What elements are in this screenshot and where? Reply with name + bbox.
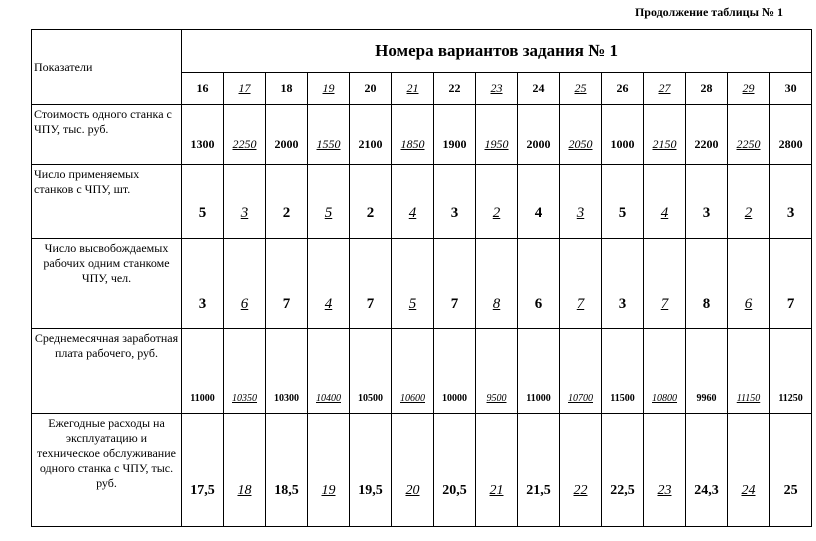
table-cell: 2250 bbox=[728, 105, 770, 165]
table-cell: 10500 bbox=[350, 329, 392, 414]
table-cell: 11000 bbox=[518, 329, 560, 414]
table-cell: 8 bbox=[476, 239, 518, 329]
table-cell: 24,3 bbox=[686, 414, 728, 527]
table-cell: 2000 bbox=[266, 105, 308, 165]
table-cell: 11000 bbox=[182, 329, 224, 414]
table-cell: 7 bbox=[770, 239, 812, 329]
variant-number: 30 bbox=[770, 73, 812, 105]
table-cell: 10800 bbox=[644, 329, 686, 414]
variant-number: 24 bbox=[518, 73, 560, 105]
table-cell: 1900 bbox=[434, 105, 476, 165]
row-label: Число высвобождаемых рабочих одним станкоме ЧПУ, чел. bbox=[32, 239, 182, 329]
table-cell: 17,5 bbox=[182, 414, 224, 527]
table-cell: 4 bbox=[644, 165, 686, 239]
table-cell: 10000 bbox=[434, 329, 476, 414]
table-cell: 2200 bbox=[686, 105, 728, 165]
table-cell: 5 bbox=[182, 165, 224, 239]
variant-number: 19 bbox=[308, 73, 350, 105]
table-cell: 20,5 bbox=[434, 414, 476, 527]
table-cell: 5 bbox=[308, 165, 350, 239]
table-cell: 2050 bbox=[560, 105, 602, 165]
table-cell: 3 bbox=[686, 165, 728, 239]
table-cell: 3 bbox=[224, 165, 266, 239]
variant-number: 18 bbox=[266, 73, 308, 105]
table-cell: 2 bbox=[350, 165, 392, 239]
table-cell: 3 bbox=[434, 165, 476, 239]
table-cell: 2800 bbox=[770, 105, 812, 165]
table-cell: 2 bbox=[476, 165, 518, 239]
table-cell: 2100 bbox=[350, 105, 392, 165]
table-cell: 3 bbox=[560, 165, 602, 239]
table-cell: 11500 bbox=[602, 329, 644, 414]
table-row bbox=[32, 329, 812, 414]
row-label: Число применяемых станков с ЧПУ, шт. bbox=[32, 165, 182, 239]
table-cell: 1300 bbox=[182, 105, 224, 165]
table-row bbox=[32, 165, 812, 239]
table-cell: 1850 bbox=[392, 105, 434, 165]
table-cell: 22,5 bbox=[602, 414, 644, 527]
variant-number: 17 bbox=[224, 73, 266, 105]
table-cell: 18 bbox=[224, 414, 266, 527]
table-cell: 2250 bbox=[224, 105, 266, 165]
table-cell: 4 bbox=[392, 165, 434, 239]
table-cell: 2000 bbox=[518, 105, 560, 165]
variants-table bbox=[31, 29, 812, 527]
table-cell: 2150 bbox=[644, 105, 686, 165]
variant-number: 22 bbox=[434, 73, 476, 105]
variant-number: 28 bbox=[686, 73, 728, 105]
table-cell: 24 bbox=[728, 414, 770, 527]
table-cell: 7 bbox=[434, 239, 476, 329]
table-cell: 5 bbox=[392, 239, 434, 329]
table-cell: 18,5 bbox=[266, 414, 308, 527]
table-cell: 3 bbox=[602, 239, 644, 329]
table-cell: 4 bbox=[518, 165, 560, 239]
table-cell: 3 bbox=[770, 165, 812, 239]
table-cell: 21,5 bbox=[518, 414, 560, 527]
table-continuation-caption: Продолжение таблицы № 1 bbox=[634, 5, 783, 19]
table-cell: 1950 bbox=[476, 105, 518, 165]
variants-title: Номера вариантов задания № 1 bbox=[182, 30, 812, 73]
table-row bbox=[32, 105, 812, 165]
table-cell: 10400 bbox=[308, 329, 350, 414]
table-cell: 2 bbox=[728, 165, 770, 239]
table-cell: 4 bbox=[308, 239, 350, 329]
variant-number: 26 bbox=[602, 73, 644, 105]
table-cell: 19,5 bbox=[350, 414, 392, 527]
table-cell: 6 bbox=[518, 239, 560, 329]
table-cell: 22 bbox=[560, 414, 602, 527]
table-cell: 6 bbox=[728, 239, 770, 329]
table-cell: 7 bbox=[350, 239, 392, 329]
table-cell: 11250 bbox=[770, 329, 812, 414]
table-cell: 5 bbox=[602, 165, 644, 239]
variant-number: 23 bbox=[476, 73, 518, 105]
table-cell: 23 bbox=[644, 414, 686, 527]
row-label: Ежегодные расходы на эксплуатацию и техническое обслуживание одного станка с ЧПУ, тыс. руб. bbox=[32, 414, 182, 527]
row-label: Среднемесячная заработная плата рабочего, руб. bbox=[32, 329, 182, 414]
table-cell: 25 bbox=[770, 414, 812, 527]
indicators-header: Показатели bbox=[32, 30, 182, 105]
table-row bbox=[32, 239, 812, 329]
variant-number: 29 bbox=[728, 73, 770, 105]
table-cell: 9500 bbox=[476, 329, 518, 414]
table-cell: 10300 bbox=[266, 329, 308, 414]
table-cell: 1000 bbox=[602, 105, 644, 165]
table-cell: 6 bbox=[224, 239, 266, 329]
variant-number: 27 bbox=[644, 73, 686, 105]
table-cell: 7 bbox=[644, 239, 686, 329]
table-cell: 10700 bbox=[560, 329, 602, 414]
table-cell: 19 bbox=[308, 414, 350, 527]
table-cell: 10600 bbox=[392, 329, 434, 414]
variant-number: 25 bbox=[560, 73, 602, 105]
variant-number: 20 bbox=[350, 73, 392, 105]
row-label: Стоимость одного станка с ЧПУ, тыс. руб. bbox=[32, 105, 182, 165]
table-cell: 3 bbox=[182, 239, 224, 329]
table-cell: 7 bbox=[560, 239, 602, 329]
table-cell: 7 bbox=[266, 239, 308, 329]
table-cell: 8 bbox=[686, 239, 728, 329]
table-row bbox=[32, 414, 812, 527]
table-cell: 11150 bbox=[728, 329, 770, 414]
table-cell: 10350 bbox=[224, 329, 266, 414]
table-cell: 1550 bbox=[308, 105, 350, 165]
variant-number: 21 bbox=[392, 73, 434, 105]
table-cell: 9960 bbox=[686, 329, 728, 414]
variant-number: 16 bbox=[182, 73, 224, 105]
table-cell: 2 bbox=[266, 165, 308, 239]
table-cell: 20 bbox=[392, 414, 434, 527]
table-cell: 21 bbox=[476, 414, 518, 527]
